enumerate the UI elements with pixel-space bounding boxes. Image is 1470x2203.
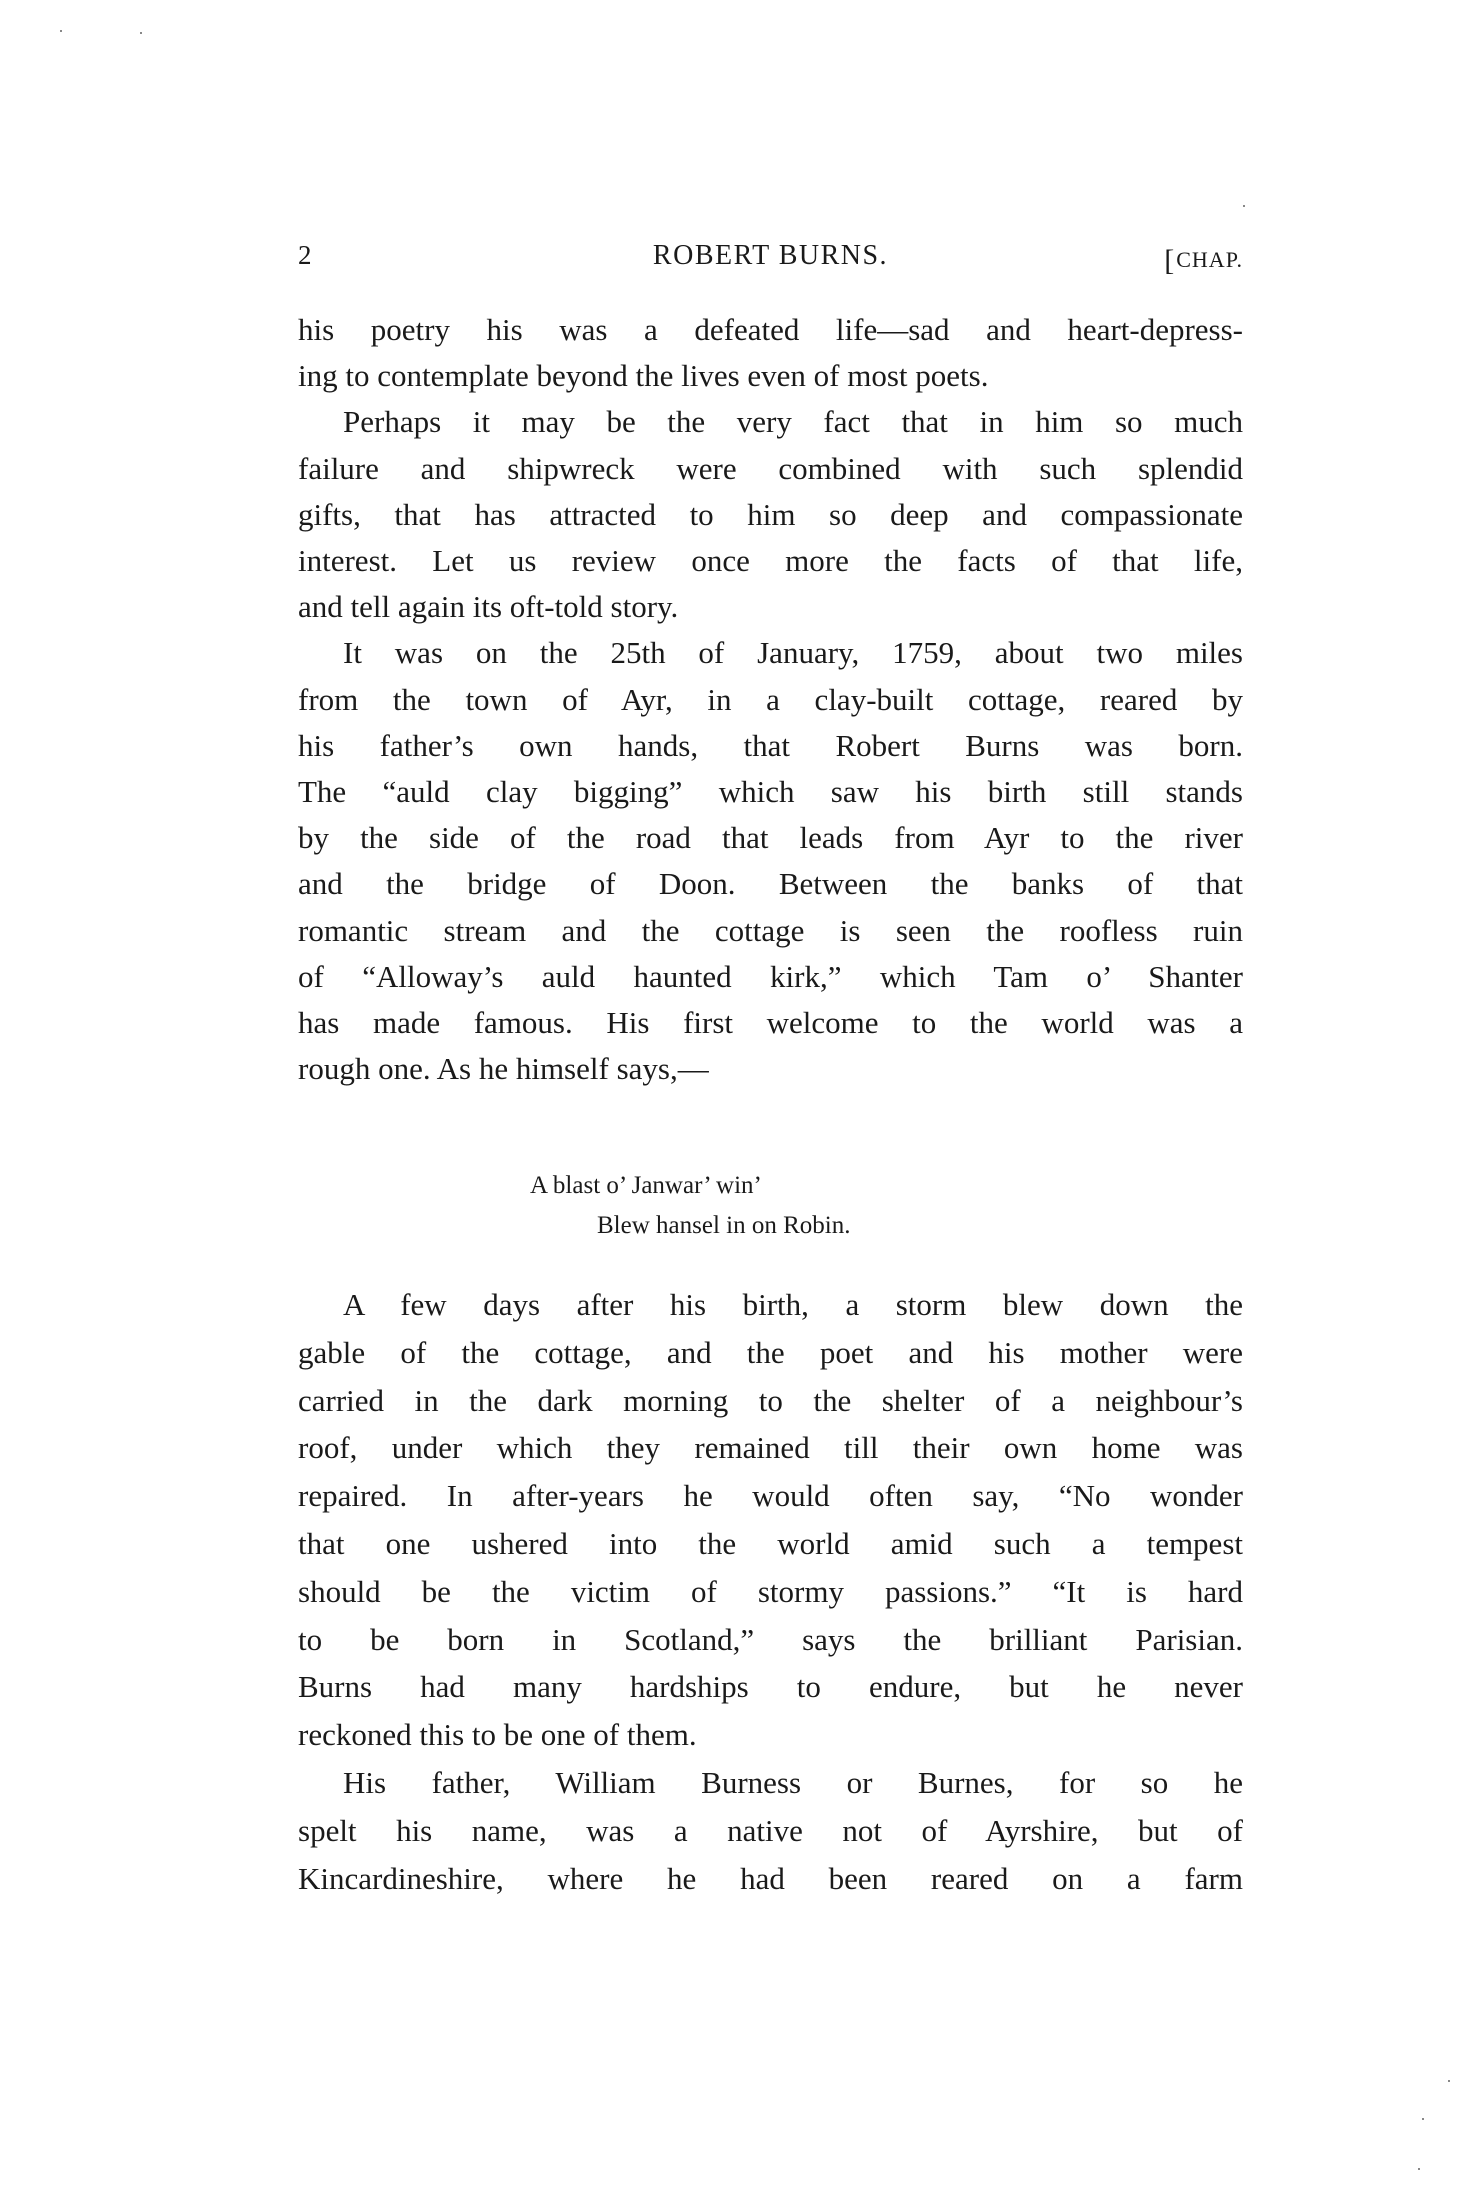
text-line: roof, under which they remained till their own home was <box>298 1430 1243 1466</box>
scan-speck <box>1448 2080 1450 2082</box>
text-line: carried in the dark morning to the shelter of a neighbour’s <box>298 1382 1243 1418</box>
scan-speck <box>1418 2168 1420 2170</box>
text-line: and the bridge of Doon. Between the banks of that <box>298 866 1243 902</box>
verse-line-1: A blast o’ Janwar’ win’ <box>530 1172 762 1199</box>
verse-line-2: Blew hansel in on Robin. <box>597 1212 851 1239</box>
text-line: failure and shipwreck were combined with such splendid <box>298 450 1243 486</box>
chapter-label-text: CHAP. <box>1176 247 1243 272</box>
scan-speck <box>140 32 142 34</box>
chapter-label <box>1164 241 1243 275</box>
text-line: The “auld clay bigging” which saw his birth still stands <box>298 774 1243 809</box>
scan-speck <box>60 30 62 32</box>
text-line: His father, William Burness or Burnes, for so he <box>343 1765 1243 1800</box>
text-line: A few days after his birth, a storm blew down the <box>343 1287 1243 1322</box>
running-head <box>298 240 1243 277</box>
text-line: by the side of the road that leads from Ayr to the river <box>298 820 1243 856</box>
text-line: rough one. As he himself says,— <box>298 1051 709 1087</box>
scan-speck <box>1243 205 1245 207</box>
text-line: reckoned this to be one of them. <box>298 1717 697 1753</box>
text-line: romantic stream and the cottage is seen the roofless ruin <box>298 912 1243 948</box>
text-line: Perhaps it may be the very fact that in him so much <box>343 404 1243 440</box>
text-line: his father’s own hands, that Robert Burns was born. <box>298 727 1243 763</box>
text-line: has made famous. His first welcome to the world was a <box>298 1005 1243 1040</box>
text-line: Burns had many hardships to endure, but he never <box>298 1669 1243 1705</box>
text-line: his poetry his was a defeated life—sad and heart-depress- <box>298 312 1243 347</box>
page-number: 2 <box>298 240 312 270</box>
text-line: interest. Let us review once more the facts of that life, <box>298 543 1243 578</box>
text-line: Kincardineshire, where he had been reared on a farm <box>298 1860 1243 1896</box>
text-line: and tell again its oft-told story. <box>298 589 679 625</box>
text-line: gifts, that has attracted to him so deep and compassionate <box>298 496 1243 532</box>
scan-speck <box>1422 2118 1424 2120</box>
text-line: should be the victim of stormy passions.” “It is hard <box>298 1573 1243 1609</box>
running-title: ROBERT BURNS. <box>652 240 889 271</box>
text-line: It was on the 25th of January, 1759, about two miles <box>343 635 1243 671</box>
text-line: that one ushered into the world amid such a tempest <box>298 1526 1243 1561</box>
chapter-bracket: [ <box>1164 244 1176 277</box>
text-line: repaired. In after-years he would often say, “No wonder <box>298 1478 1243 1514</box>
text-line: to be born in Scotland,” says the brilliant Parisian. <box>298 1621 1243 1657</box>
text-line: from the town of Ayr, in a clay-built cottage, reared by <box>298 681 1243 717</box>
text-line: gable of the cottage, and the poet and his mother were <box>298 1334 1243 1370</box>
text-line: ing to contemplate beyond the lives even of most poets. <box>298 358 989 394</box>
text-line: spelt his name, was a native not of Ayrshire, but of <box>298 1812 1243 1848</box>
text-line: of “Alloway’s auld haunted kirk,” which Tam o’ Shanter <box>298 958 1243 994</box>
